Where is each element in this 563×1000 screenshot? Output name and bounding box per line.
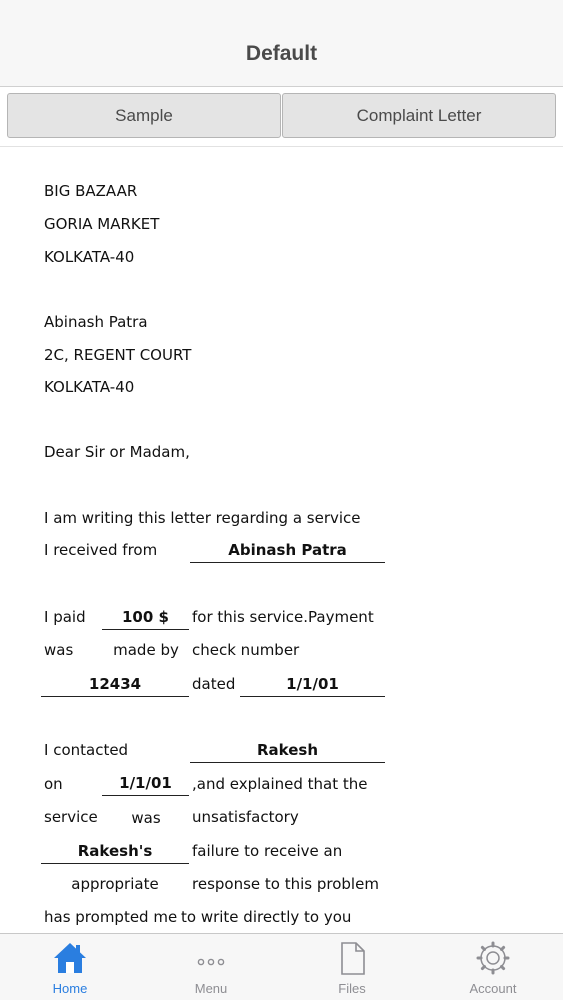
paragraph-text: response to this problem bbox=[192, 875, 379, 893]
tab-account[interactable] bbox=[423, 934, 563, 1000]
paragraph-text: has prompted me bbox=[44, 908, 178, 926]
tab-label: Home bbox=[52, 981, 88, 996]
paragraph-text: failure to receive an bbox=[192, 842, 343, 860]
recipient-line-3: KOLKATA-40 bbox=[44, 248, 135, 266]
paragraph-text: service bbox=[44, 808, 98, 826]
paragraph-text: unsatisfactory bbox=[192, 808, 299, 826]
paragraph-text: check number bbox=[192, 641, 300, 659]
amount-field[interactable]: 100 $ bbox=[102, 604, 189, 630]
date-field[interactable]: 1/1/01 bbox=[240, 671, 385, 697]
recipient-line-2: GORIA MARKET bbox=[44, 215, 160, 233]
paragraph-text: ,and explained that the bbox=[192, 775, 368, 793]
paragraph-text: dated bbox=[192, 675, 236, 693]
paragraph-text: I am writing this letter regarding a service bbox=[44, 509, 361, 527]
recipient-line-1: BIG BAZAAR bbox=[44, 182, 138, 200]
paragraph-text: for this service.Payment bbox=[192, 608, 374, 626]
page-title: Default bbox=[245, 42, 318, 65]
salutation: Dear Sir or Madam, bbox=[44, 443, 190, 461]
more-icon bbox=[193, 940, 229, 976]
letter-content bbox=[0, 148, 563, 933]
paragraph-text: made by bbox=[113, 641, 179, 659]
service-provider-field[interactable]: Abinash Patra bbox=[190, 537, 385, 563]
sender-line-2: 2C, REGENT COURT bbox=[44, 346, 192, 364]
paragraph-text: was bbox=[131, 809, 161, 827]
paragraph-text: I contacted bbox=[44, 741, 129, 759]
sender-line-3: KOLKATA-40 bbox=[44, 378, 135, 396]
segment-control bbox=[0, 87, 563, 147]
paragraph-text: was bbox=[44, 641, 74, 659]
tab-label: Menu bbox=[194, 981, 228, 996]
segment-complaint-letter-button[interactable]: Complaint Letter bbox=[282, 93, 556, 138]
gear-icon bbox=[475, 940, 511, 976]
sender-line-1: Abinash Patra bbox=[44, 313, 148, 331]
segment-sample-button[interactable]: Sample bbox=[7, 93, 281, 138]
tab-menu[interactable] bbox=[141, 934, 281, 1000]
paragraph-text: to write directly to you bbox=[181, 908, 352, 926]
paragraph-text: I paid bbox=[44, 608, 86, 626]
tab-bar bbox=[0, 933, 563, 1000]
paragraph-text: appropriate bbox=[71, 875, 159, 893]
home-icon bbox=[52, 940, 88, 976]
contact-date-field[interactable]: 1/1/01 bbox=[102, 770, 189, 796]
navigation-bar bbox=[0, 0, 563, 87]
tab-label: Files bbox=[338, 981, 366, 996]
possessive-name-field[interactable]: Rakesh's bbox=[41, 838, 189, 864]
check-number-field[interactable]: 12434 bbox=[41, 671, 189, 697]
paragraph-text: on bbox=[44, 775, 63, 793]
tab-files[interactable] bbox=[282, 934, 422, 1000]
contact-person-field[interactable]: Rakesh bbox=[190, 737, 385, 763]
tab-label: Account bbox=[469, 981, 517, 996]
tab-home[interactable] bbox=[0, 934, 140, 1000]
file-icon bbox=[334, 940, 370, 976]
paragraph-text: I received from bbox=[44, 541, 158, 559]
